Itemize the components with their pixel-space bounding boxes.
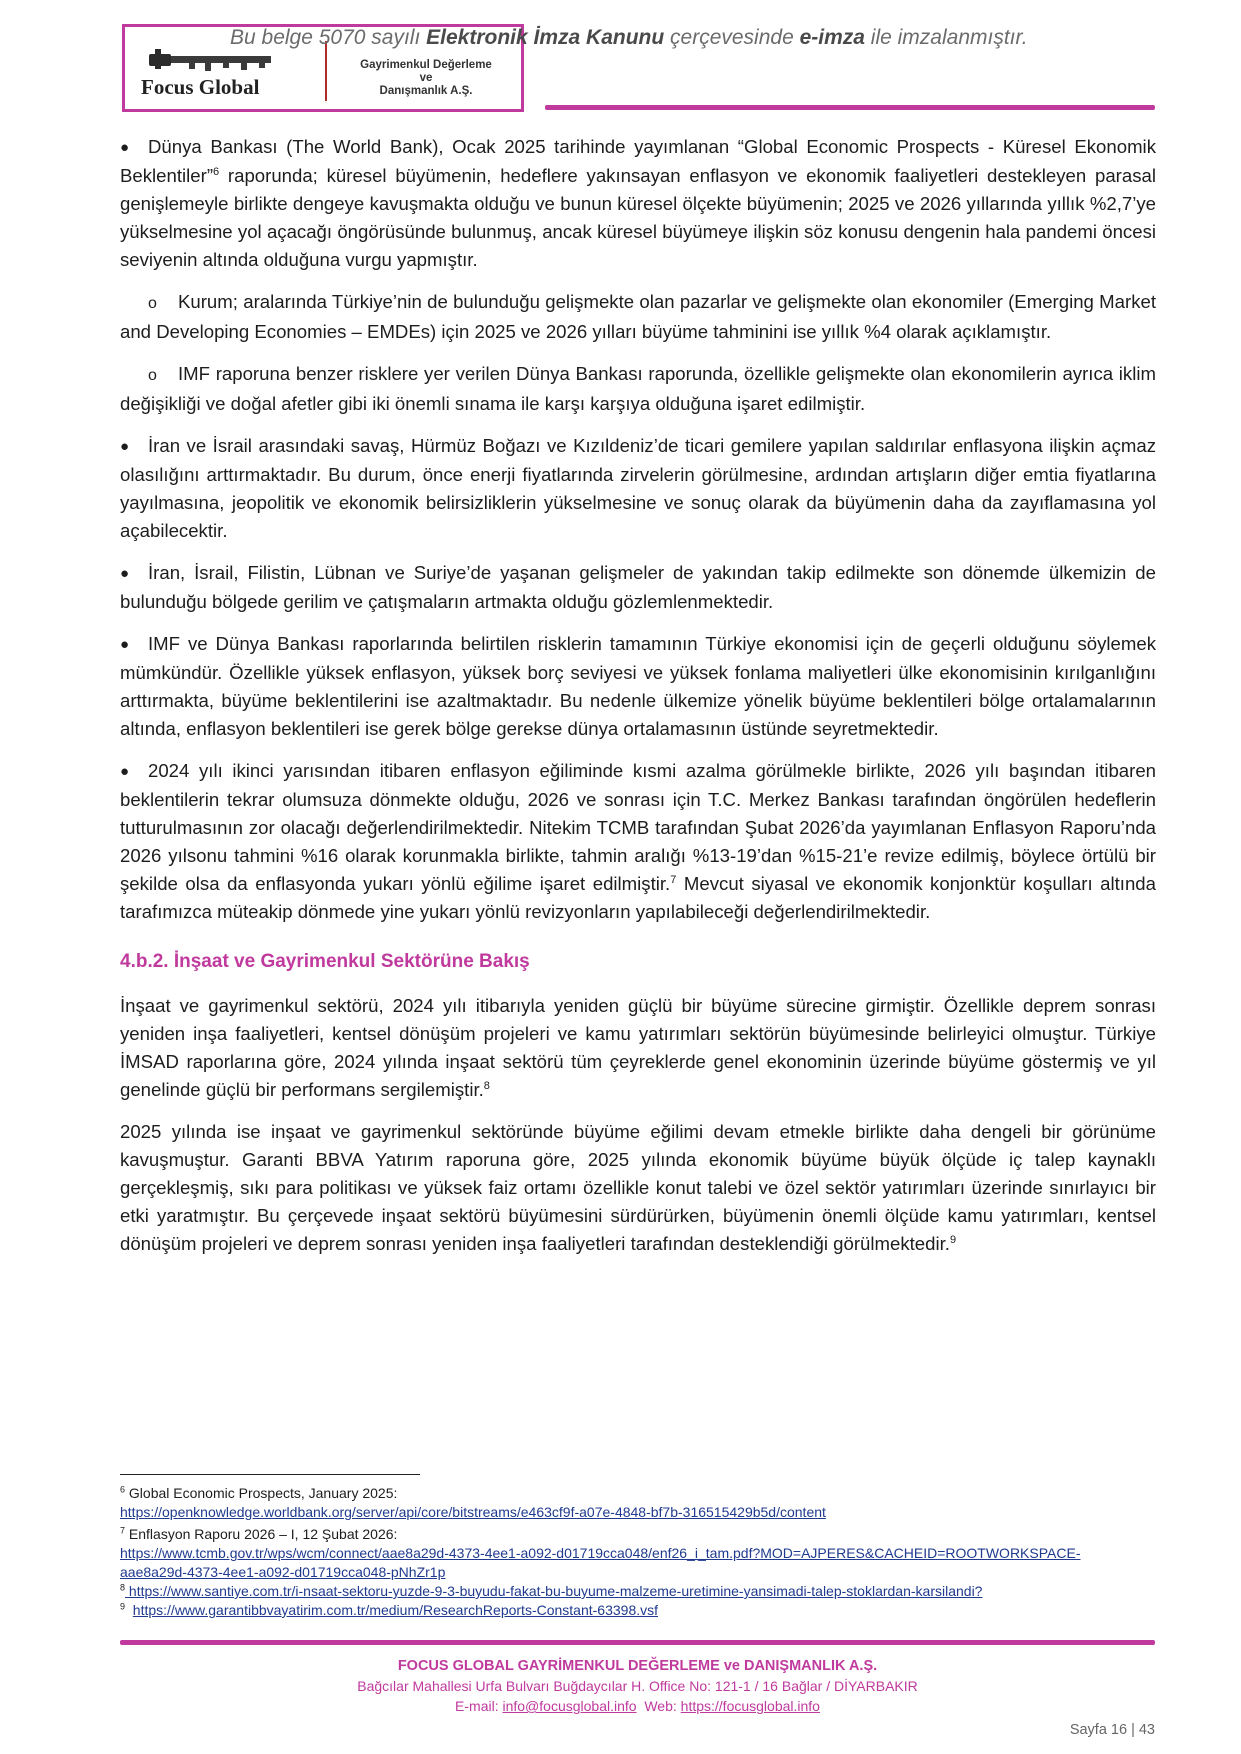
bullet-paragraph — [120, 757, 1156, 926]
esign-text: ile imzalanmıştır. — [864, 26, 1028, 49]
footnote-number: 8 — [120, 1582, 126, 1593]
logo-tagline-line: ve — [419, 72, 433, 84]
page-footer — [120, 1656, 1155, 1716]
footnote-9 — [120, 1601, 1160, 1620]
footnote-7 — [120, 1525, 1160, 1544]
footer-company: FOCUS GLOBAL GAYRİMENKUL DEĞERLEME ve DANIŞMANLIK A.Ş. — [397, 1658, 878, 1674]
footnote-separator — [120, 1474, 420, 1475]
footnote-number: 9 — [120, 1601, 126, 1612]
circle-bullet-icon: o — [148, 367, 157, 384]
footnote-ref[interactable]: 6 — [213, 165, 220, 178]
paragraph — [120, 1118, 1156, 1258]
bullet-paragraph — [120, 133, 1156, 274]
paragraph-text: raporunda; küresel büyümenin, hedeflere yakınsayan enflasyon ve ekonomik faaliyetleri destekleyen parasal genişlemeyle birlikte dengeye kavuşmakta olduğu ve bunun küresel ölçekte büyümenin; 2025 ve 2026 yıllarında yıllık %2,7’ye yükselmesine yol açacağı öngörüsünde bulunmuş, ancak küresel büyümeye ilişkin söz konusu dengenin hala pandemi öncesi seviyenin altında olduğuna vurgu yapmıştır. — [120, 165, 1156, 270]
paragraph-text: Dünya Bankası (The World Bank), Ocak 2025 tarihinde yayımlanan “Global Economic Prospects - Küresel Ekonomik Beklentiler” — [120, 136, 1156, 186]
sub-bullet-paragraph — [120, 360, 1156, 418]
email-link[interactable]: info@focusglobal.info — [502, 1698, 637, 1714]
footer-address: Bağcılar Mahallesi Urfa Bulvarı Buğdaycılar H. Office No: 121-1 / 16 Bağlar / DİYARBAKIR — [357, 1678, 918, 1694]
bullet-icon: ● — [120, 636, 130, 653]
paragraph-text: IMF raporuna benzer risklere yer verilen Dünya Bankası raporunda, özellikle gelişmekte olan ekonomilerin ayrıca iklim değişikliği ve doğal afetler gibi iki önemli sınama ile karşı karşıya olduğuna işaret edilmiştir. — [120, 363, 1156, 414]
esign-text: Bu belge 5070 sayılı — [230, 26, 427, 49]
esign-eimza: e-imza — [799, 26, 865, 49]
footnote-link[interactable]: https://www.tcmb.gov.tr/wps/wcm/connect/aae8a29d-4373-4ee1-a092-d01719cca048/enf26_i_tam.pdf?MOD=AJPERES&CACHEID=ROOTWORKSPACE- — [120, 1545, 1081, 1561]
page-number: Sayfa 16 | 43 — [1069, 1722, 1155, 1738]
logo-divider — [325, 41, 327, 101]
logo-name: Focus Global — [141, 75, 260, 99]
footer-contact — [120, 1696, 1155, 1716]
web-link[interactable]: https://focusglobal.info — [680, 1698, 820, 1714]
bullet-icon: ● — [120, 438, 130, 455]
footnote-ref[interactable]: 8 — [483, 1079, 490, 1092]
circle-bullet-icon: o — [148, 295, 157, 312]
bullet-icon: ● — [120, 565, 130, 582]
section-heading: 4.b.2. İnşaat ve Gayrimenkul Sektörüne Bakış — [120, 951, 530, 972]
logo-tagline-line: Gayrimenkul Değerleme — [360, 59, 492, 71]
paragraph-text: Mevcut siyasal ve ekonomik konjonktür koşulları altında tarafımızca müteakip dönmede yine yukarı yönlü revizyonların yapılabileceği değerlendirilmektedir. — [120, 873, 1156, 922]
paragraph-text: İnşaat ve gayrimenkul sektörü, 2024 yılı itibarıyla yeniden güçlü bir büyüme sürecine girmiştir. Özellikle deprem sonrası yeniden inşa faaliyetleri, kentsel dönüşüm projeleri ve kamu yatırımları sektörün büyümesinde belirleyici olmuştur. Türkiye İMSAD raporlarına göre, 2024 yılında inşaat sektörü tüm çeyreklerde genel ekonominin üzerinde büyüme göstermiş ve yıl genelinde güçlü bir performans sergilemiştir. — [120, 995, 1156, 1100]
footnote-ref[interactable]: 7 — [670, 873, 677, 886]
esign-law: Elektronik İmza Kanunu — [426, 26, 665, 49]
logo-tagline — [331, 59, 521, 98]
footnote-link[interactable]: https://openknowledge.worldbank.org/server/api/core/bitstreams/e463cf9f-a07e-4848-bf7b-316515429b5d/content — [120, 1504, 826, 1520]
paragraph-text: 2024 yılı ikinci yarısından itibaren enflasyon eğiliminde kısmi azalma görülmekle birlikte, 2026 yılı başından itibaren beklentilerin tekrar olumsuza dönmekte olduğu, 2026 ve sonrası için T.C. Merkez Bankası tarafından öngörülen hedeflerin tutturulmasının zor olacağı değerlendirilmektedir. Nitekim TCMB tarafından Şubat 2026’da yayımlanan Enflasyon Raporu’nda 2026 yılsonu tahmini %16 olarak korunmakla birlikte, tahmin aralığı %13-19’dan %15-21’e revize edilmiş, böylece örtülü bir şekilde olsa da enflasyonda yukarı yönlü eğilime işaret edilmiştir. — [120, 760, 1156, 894]
footnote-8 — [120, 1582, 1160, 1601]
footnote-number: 7 — [120, 1525, 126, 1536]
bullet-icon: ● — [120, 763, 130, 780]
footnote-link[interactable]: https://www.garantibbvayatirim.com.tr/medium/ResearchReports-Constant-63398.vsf — [132, 1602, 659, 1618]
paragraph-text: 2025 yılında ise inşaat ve gayrimenkul sektöründe büyüme eğilimi devam etmekle birlikte daha dengeli bir görünüme kavuşmuştur. Garanti BBVA Yatırım raporuna göre, 2025 yılında ekonomik büyüme büyük ölçüde iç talep kaynaklı gerçekleşmiş, sıkı para politikası ve yüksek faiz ortamı özellikle konut talebi ve özel sektör yatırımları üzerinde sınırlayıcı bir etki yaratmıştır. Bu çerçevede inşaat sektörü büyümesini sürdürürken, büyümenin önemli ölçüde kamu yatırımları, kentsel dönüşüm projeleri ve deprem sonrası yeniden inşa faaliyetleri tarafından desteklendiği görülmektedir. — [120, 1121, 1156, 1254]
bullet-paragraph — [120, 559, 1156, 616]
bullet-paragraph — [120, 432, 1156, 545]
footnote-number: 6 — [120, 1484, 126, 1495]
paragraph-text: Kurum; aralarında Türkiye’nin de bulunduğu gelişmekte olan pazarlar ve gelişmekte olan ekonomiler (Emerging Market and Developing Economies – EMDEs) için 2025 ve 2026 yılları büyüme tahminini ise yıllık %4 olarak açıklamıştır. — [120, 291, 1156, 342]
header-rule — [545, 105, 1155, 110]
footnote-6 — [120, 1484, 1160, 1503]
paragraph-text: IMF ve Dünya Bankası raporlarında belirtilen risklerin tamamının Türkiye ekonomisi için de geçerli olduğunu söylemek mümkündür. Özellikle yüksek enflasyon, yüksek borç seviyesi ve yüksek fonlama maliyetleri ülke ekonomisinin kırılganlığını arttırmakta, büyüme beklentilerini ise azaltmaktadır. Bu nedenle ülkemize yönelik büyüme beklentileri bölge ortalamalarının altında, enflasyon beklentileri ise gerek bölge gerekse dünya ortalamasının üstünde seyretmektedir. — [120, 633, 1156, 739]
sub-bullet-paragraph — [120, 288, 1156, 346]
footnote-title: Global Economic Prospects, January 2025: — [125, 1485, 398, 1501]
main-content — [120, 133, 1156, 1272]
footnote-title: Enflasyon Raporu 2026 – I, 12 Şubat 2026: — [125, 1526, 398, 1542]
paragraph — [120, 992, 1156, 1104]
footnote-link[interactable]: aae8a29d-4373-4ee1-a092-d01719cca048-pNhZr1p — [120, 1564, 446, 1580]
logo-tagline-line: Danışmanlık A.Ş. — [379, 85, 473, 97]
bullet-icon: ● — [120, 139, 130, 156]
esign-text: çerçevesinde — [664, 26, 800, 49]
web-label: Web: — [636, 1698, 681, 1714]
footnotes — [120, 1484, 1160, 1620]
e-signature-notice — [230, 26, 1028, 50]
footer-rule — [120, 1640, 1155, 1645]
footnote-ref[interactable]: 9 — [949, 1233, 957, 1246]
paragraph-text: İran, İsrail, Filistin, Lübnan ve Suriye’de yaşanan gelişmeler de yakından takip edilmekte son dönemde ülkemizin de bulunduğu bölgede gerilim ve çatışmaların artmakta olduğu gözlemlenmektedir. — [120, 562, 1156, 612]
email-label: E-mail: — [455, 1698, 503, 1714]
bullet-paragraph — [120, 630, 1156, 743]
paragraph-text: İran ve İsrail arasındaki savaş, Hürmüz Boğazı ve Kızıldeniz’de ticari gemilere yapılan saldırılar enflasyona ilişkin açmaz olasılığını arttırmaktadır. Bu durum, önce enerji fiyatlarında zirvelerin görülmesine, ardından artışların diğer emtia fiyatlarına yayılmasına, jeopolitik ve ekonomik belirsizliklerin yükselmesine ve sonuç olarak da büyümenin daha da zayıflamasına yol açabilecektir. — [120, 435, 1156, 541]
footnote-link[interactable]: https://www.santiye.com.tr/i-nsaat-sektoru-yuzde-9-3-buyudu-fakat-bu-buyume-malzeme-uretimine-yansimadi-talep-stoklardan-karsilandi? — [125, 1583, 983, 1599]
